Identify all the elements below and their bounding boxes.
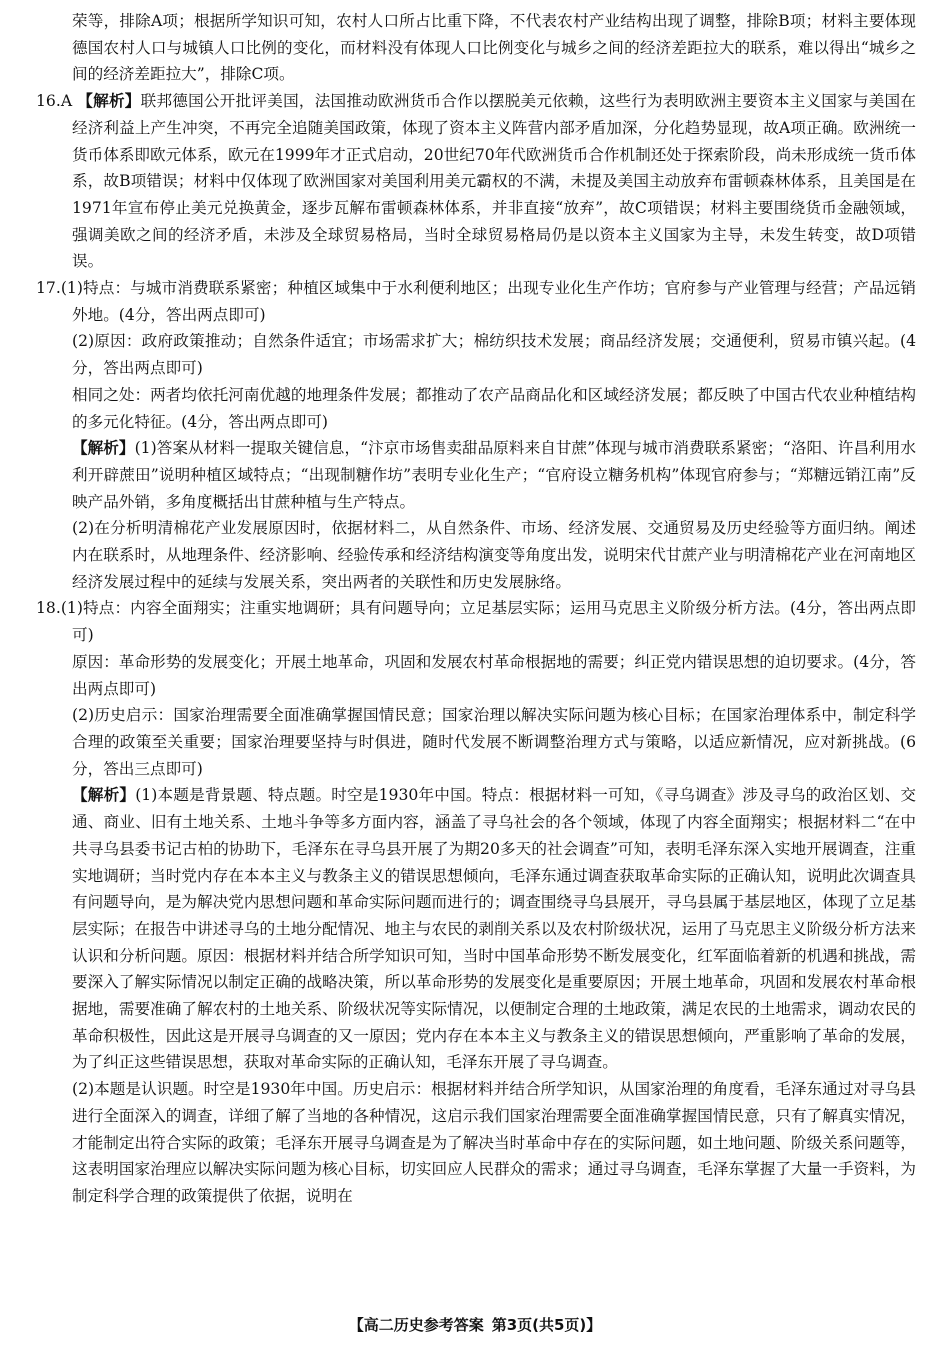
q18-analysis-tag: 【解析】 [72, 785, 136, 805]
q17-part1-text: (1)特点：与城市消费联系紧密；种植区域集中于水利便利地区；出现专业化生产作坊；官府参与产业管理与经营；产品远销外地。(4分，答出两点即可) [60, 279, 916, 324]
q17-analysis1-text: (1)答案从材料一提取关键信息，“汴京市场售卖甜品原料来自甘蔗”体现与城市消费联系紧密；“洛阳、许昌利用水利开辟蔗田”说明种植区域特点；“出现制糖作坊”表明专业化生产；“官府设立糖务机构”体现官府参与；“郑糖远销江南”反映产品外销，多角度概括出甘蔗种植与生产特点。 [72, 439, 916, 511]
q17-analysis-tag: 【解析】 [72, 438, 135, 458]
answer-content [36, 8, 916, 1210]
q18-analysis1-text: (1)本题是背景题、特点题。时空是1930年中国。特点：根据材料一可知，《寻乌调查》涉及寻乌的政治区划、交通、商业、旧有土地关系、土地斗争等多方面内容，涵盖了寻乌社会的各个领域，体现了内容全面翔实；根据材料二“在中共寻乌县委书记古柏的协助下，毛泽东在寻乌县开展了为期20多天的社会调查”可知，表明毛泽东深入实地开展调查，注重实地调研；当时党内存在本本主义与教条主义的错误思想倾向，毛泽东通过调查获取革命实际的正确认知，说明此次调查具有问题导向，是为解决党内思想问题和革命实际问题而进行的；调查围绕寻乌县展开，寻乌县属于基层地区，体现了立足基层实际；在报告中讲述寻乌的土地分配情况、地主与农民的剥削关系以及农村阶级状况，运用了马克思主义阶级分析方法来认识和分析问题。原因：根据材料并结合所学知识可知，当时中国革命形势不断发展变化，红军面临着新的机遇和挑战，需要深入了解实际情况以制定正确的战略决策，所以革命形势的发展变化是重要原因；开展土地革命，巩固和发展农村革命根据地，需要准确了解农村的土地关系、阶级状况等实际情况，以便制定合理的土地政策，满足农民的土地需求，调动农民的革命积极性，因此这是开展寻乌调查的又一原因；党内存在本本主义与教条主义的错误思想倾向，严重影响了革命的发展，为了纠正这些错误思想，获取对革命实际的正确认知，毛泽东开展了寻乌调查。 [72, 786, 916, 1072]
q17-analysis2: (2)在分析明清棉花产业发展原因时，依据材料二，从自然条件、市场、经济发展、交通贸易及历史经验等方面归纳。阐述内在联系时，从地理条件、经济影响、经验传承和经济结构演变等角度出发，说明宋代甘蔗产业与明清棉花产业在河南地区经济发展过程中的延续与发展关系，突出两者的关联性和历史发展脉络。 [72, 519, 916, 591]
q17-part2-similarities: 相同之处：两者均依托河南优越的地理条件发展；都推动了农产品商品化和区域经济发展；都反映了中国古代农业种植结构的多元化特征。(4分，答出两点即可) [72, 385, 916, 431]
q18-part1-text: (1)特点：内容全面翔实；注重实地调研；具有问题导向；立足基层实际；运用马克思主义阶级分析方法。(4分，答出两点即可) [60, 599, 916, 645]
q18-analysis1 [36, 782, 916, 1076]
q17-number: 17. [36, 279, 61, 298]
q17-analysis1 [36, 435, 916, 515]
q18-number: 18. [36, 599, 61, 618]
q18-analysis2: (2)本题是认识题。时空是1930年中国。历史启示：根据材料并结合所学知识，从国家治理的角度看，毛泽东通过对寻乌县进行全面深入的调查，详细了解了当地的各种情况，这启示我们国家治理需要全面准确掌握国情民意，只有了解真实情况，才能制定出符合实际的政策；毛泽东开展寻乌调查是为了解决当时革命中存在的实际问题，如土地问题、阶级关系问题等，这表明国家治理应以解决实际问题为核心目标，切实回应人民群众的需求；通过寻乌调查，毛泽东掌握了大量一手资料，为制定科学合理的政策提供了依据，说明在 [72, 1080, 916, 1205]
q16-analysis-tag: 【解析】 [77, 91, 141, 111]
q17-part2-reasons: (2)原因：政府政策推动；自然条件适宜；市场需求扩大；棉纺织技术发展；商品经济发展；交通便利，贸易市镇兴起。(4分，答出两点即可) [72, 332, 916, 378]
footer-page-number: 第3页(共5页)】 [491, 1316, 602, 1334]
q16-answer [36, 88, 916, 275]
q17-part1 [36, 275, 916, 328]
footer-title: 【高二历史参考答案 [348, 1316, 484, 1334]
q16-choice: A [60, 92, 73, 111]
page-footer [0, 1314, 950, 1335]
q16-analysis-text: 联邦德国公开批评美国，法国推动欧洲货币合作以摆脱美元依赖，这些行为表明欧洲主要资本主义国家与美国在经济利益上产生冲突，不再完全追随美国政策，体现了资本主义阵营内部矛盾加深，分化趋势显现，故A项正确。欧洲统一货币体系即欧元体系，欧元在1999年才正式启动，20世纪70年代欧洲货币合作机制还处于探索阶段，尚未形成统一货币体系，故B项错误；材料中仅体现了欧洲国家对美国利用美元霸权的不满，未提及美国主动放弃布雷顿森林体系，且美国是在1971年宣布停止美元兑换黄金，逐步瓦解布雷顿森林体系，并非直接“放弃”，故C项错误；材料主要围绕货币金融领域，强调美欧之间的经济矛盾，未涉及全球贸易格局，当时全球贸易格局仍是以资本主义国家为主导，未发生转变，故D项错误。 [72, 92, 916, 271]
q18-part2: (2)历史启示：国家治理需要全面准确掌握国情民意；国家治理以解决实际问题为核心目标；在国家治理体系中，制定科学合理的政策至关重要；国家治理要坚持与时俱进，随时代发展不断调整治理方式与策略，以适应新情况，应对新挑战。(6分，答出三点即可) [72, 706, 916, 778]
q18-part1-reasons: 原因：革命形势的发展变化；开展土地革命，巩固和发展农村革命根据地的需要；纠正党内错误思想的迫切要求。(4分，答出两点即可) [72, 652, 916, 698]
q16-number: 16. [36, 92, 61, 111]
q15-continuation: 荣等，排除A项；根据所学知识可知，农村人口所占比重下降，不代表农村产业结构出现了调整，排除B项；材料主要体现德国农村人口与城镇人口比例的变化，而材料没有体现人口比例变化与城乡之间的经济差距拉大的联系，难以得出“城乡之间的经济差距拉大”，排除C项。 [72, 12, 916, 84]
q18-part1 [36, 595, 916, 648]
